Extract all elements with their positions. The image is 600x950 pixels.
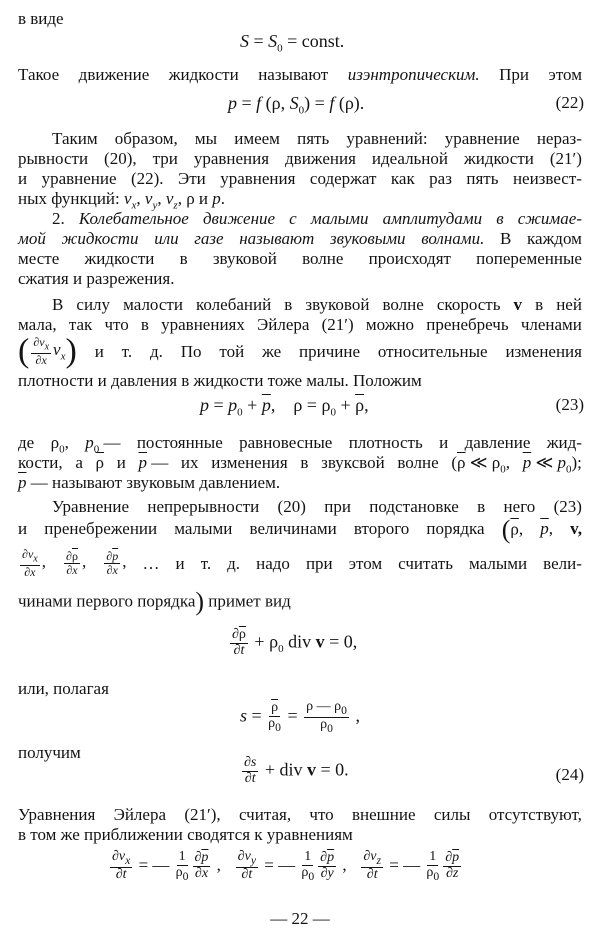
text-line: В силу малости колебаний в звуковой волне скорость v в ней bbox=[52, 295, 582, 314]
text-line: 2. Колебательное движение с малыми амплитудами в сжимае- bbox=[52, 209, 582, 228]
text-line: ( $\frac{\partial v_x}{\partial x}$ $v_x$) и т. д. По той же причине относительные изменения bbox=[18, 332, 582, 370]
text-line: месте жидкости в звуковой волне происходят попеременные bbox=[18, 249, 582, 268]
page-number: — 22 — bbox=[270, 909, 330, 928]
text-line: Такое движение жидкости называют изэнтропическим. При этом bbox=[18, 65, 582, 84]
text-line: мала, так что в уравнениях Эйлера (21′) можно пренебречь членами bbox=[18, 315, 582, 334]
text-line: в виде bbox=[18, 9, 64, 28]
text-line: чинами первого порядка) примет вид bbox=[18, 587, 291, 616]
equation-number: (24) bbox=[555, 765, 584, 784]
equation-number: (22) bbox=[555, 93, 584, 112]
equation-entropy-const: $S = S_0$ = const. bbox=[240, 31, 345, 55]
text-line: Таким образом, мы имеем пять уравнений: уравнение нераз- bbox=[52, 129, 582, 148]
text-line: де $\rho_0$, $p_0$ — постоянные равновесные плотность и давление жид- bbox=[18, 433, 582, 456]
text-line: $\overline{p}$ — называют звуковым давлением. bbox=[18, 473, 281, 492]
text-line: $\frac{\partial v_x}{\partial x}$ , $\frac{\partial\overline{\rho}}{\partial x}$ , $\frac{\partial\overline{p}}{\partial x}$ , … и т. д. надо при этом считать малыми вели- bbox=[22, 546, 582, 579]
text-line: и уравнение (22). Эти уравнения содержат как раз пять неизвест- bbox=[18, 169, 582, 188]
text-line: Уравнение непрерывности (20) при подстановке в него (23) bbox=[52, 497, 582, 516]
text-line: сжатия и разрежения. bbox=[18, 269, 175, 288]
text-line: и пренебрежении малыми величинами второго порядка ($\overline{\rho}$, $\overline{p}$, v, bbox=[18, 515, 582, 544]
equation-24: $\frac{\partial s}{\partial t}$ + div v = 0. bbox=[244, 755, 349, 786]
text-line: рывности (20), три уравнения движения идеальной жидкости (21′) bbox=[18, 149, 582, 168]
text-line: ных функций: $v_x$, $v_y$, $v_z$, ρ и p. bbox=[18, 189, 226, 212]
equation-number: (23) bbox=[555, 395, 584, 414]
text-line: или, полагая bbox=[18, 679, 109, 698]
text-line: кости, а $\overline{\rho}$ и $\overline{p}$ — их изменения в звуксвой волне ($\overline{\rho}$ ≪ $\rho_0$, $\overline{p}$ ≪ $p_0$); bbox=[18, 453, 582, 476]
equation-22: p = f (ρ, $S_0) = f$ (ρ). bbox=[228, 93, 365, 117]
text-line: Уравнения Эйлера (21′), считая, что внешние силы отсутствуют, bbox=[18, 805, 582, 824]
equation-euler: $\frac{\partial v_x}{\partial t}$ = — $\frac{1}{\rho_0}$ $\frac{\partial\overline{p}}{\partial x}$ , $\frac{\partial v_y}{\partial t}$ = — $\frac{1}{\rho_0}$ $\frac{\partial\overline{p}}{\partial y}$ , $\frac{\partial v_z}{\partial t}$ = — $\frac{1}{\rho_0}$ $\frac{\partial\overline{p}}{\partial z}$ bbox=[112, 849, 460, 883]
text-line: мой жидкости или газе называют звуковыми волнами. В каждом bbox=[18, 229, 582, 248]
text-line: в том же приближении сводятся к уравнениям bbox=[18, 825, 353, 844]
equation-23: $p = p_0 + \overline{p}$, $\rho = \rho_0 + \overline{\rho}$, bbox=[200, 395, 369, 419]
equation-s-def: s = $\frac{\overline{\rho}}{\rho_0}$ = $\frac{\rho — \rho_0}{\rho_0}$ , bbox=[240, 699, 360, 735]
text-line: получим bbox=[18, 743, 81, 762]
text-line: плотности и давления в жидкости тоже малы. Положим bbox=[18, 371, 422, 390]
equation-continuity: $\frac{\partial\overline{\rho}}{\partial t}$ + $\rho_0$ div v = 0, bbox=[232, 627, 358, 658]
